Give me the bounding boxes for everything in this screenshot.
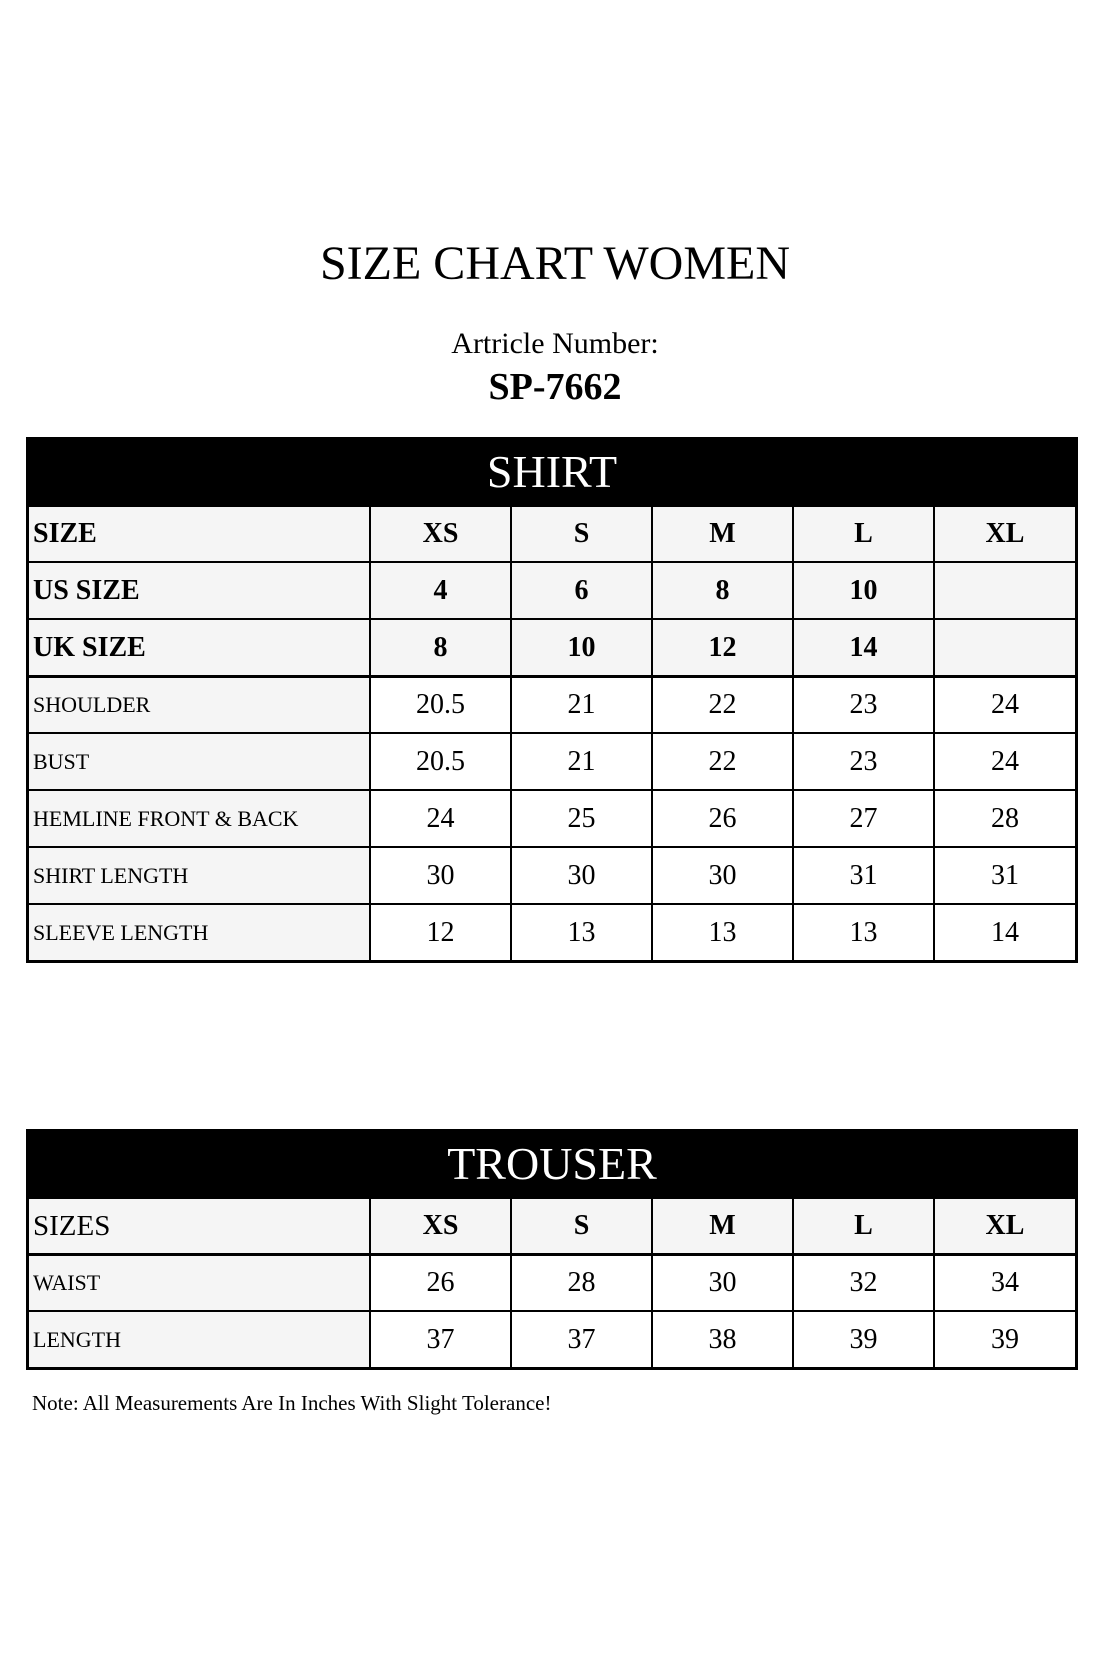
measurement-cell: 31 (792, 848, 933, 903)
row-label: US SIZE (29, 563, 369, 618)
size-cell (933, 620, 1075, 675)
shirt-size-row (29, 504, 1075, 561)
size-cell (933, 563, 1075, 618)
measurement-cell: 21 (510, 734, 651, 789)
measurement-cell: 30 (510, 848, 651, 903)
trouser-size-row (29, 1196, 1075, 1253)
shirt-table-header: SHIRT (29, 440, 1075, 504)
row-label: SIZE (29, 507, 369, 561)
measurement-cell: 30 (651, 1256, 792, 1310)
article-number: SP-7662 (488, 366, 622, 408)
measurement-cell: 12 (369, 905, 510, 960)
trouser-size-table (26, 1129, 1078, 1370)
table-row (29, 789, 1075, 846)
row-label: LENGTH (29, 1312, 369, 1367)
size-cell: 8 (651, 563, 792, 618)
table-row (29, 732, 1075, 789)
article-number-label: Artricle Number: (451, 327, 659, 360)
size-cell: XL (933, 507, 1075, 561)
measurement-cell: 13 (510, 905, 651, 960)
size-cell: M (651, 507, 792, 561)
row-label: SHOULDER (29, 678, 369, 732)
size-cell: S (510, 507, 651, 561)
page-title: SIZE CHART WOMEN (319, 237, 790, 290)
shirt-us-size-row (29, 561, 1075, 618)
size-cell: 8 (369, 620, 510, 675)
measurement-cell: 23 (792, 734, 933, 789)
size-cell: L (792, 1199, 933, 1253)
measurement-cell: 31 (933, 848, 1075, 903)
measurement-cell: 30 (651, 848, 792, 903)
measurement-cell: 26 (369, 1256, 510, 1310)
size-cell: XS (369, 1199, 510, 1253)
measurement-cell: 26 (651, 791, 792, 846)
shirt-uk-size-row (29, 618, 1075, 675)
row-label: UK SIZE (29, 620, 369, 675)
table-row (29, 1253, 1075, 1310)
measurement-cell: 13 (792, 905, 933, 960)
size-cell: 14 (792, 620, 933, 675)
measurement-cell: 14 (933, 905, 1075, 960)
measurement-cell: 20.5 (369, 678, 510, 732)
measurement-cell: 39 (792, 1312, 933, 1367)
measurement-cell: 28 (933, 791, 1075, 846)
row-label: SIZES (29, 1199, 369, 1253)
table-row (29, 846, 1075, 903)
measurement-cell: 27 (792, 791, 933, 846)
row-label: SHIRT LENGTH (29, 848, 369, 903)
size-cell: M (651, 1199, 792, 1253)
measurement-cell: 24 (369, 791, 510, 846)
size-cell: 10 (510, 620, 651, 675)
trouser-table-header: TROUSER (29, 1132, 1075, 1196)
size-cell: L (792, 507, 933, 561)
measurement-cell: 25 (510, 791, 651, 846)
size-cell: 4 (369, 563, 510, 618)
row-label: WAIST (29, 1256, 369, 1310)
size-cell: 10 (792, 563, 933, 618)
table-row (29, 675, 1075, 732)
measurement-cell: 22 (651, 678, 792, 732)
table-row (29, 903, 1075, 960)
measurement-cell: 24 (933, 678, 1075, 732)
row-label: BUST (29, 734, 369, 789)
measurement-cell: 22 (651, 734, 792, 789)
size-cell: 6 (510, 563, 651, 618)
measurement-cell: 21 (510, 678, 651, 732)
measurement-cell: 37 (369, 1312, 510, 1367)
measurement-cell: 30 (369, 848, 510, 903)
measurement-cell: 24 (933, 734, 1075, 789)
measurement-cell: 34 (933, 1256, 1075, 1310)
size-cell: XL (933, 1199, 1075, 1253)
shirt-size-table (26, 437, 1078, 963)
row-label: SLEEVE LENGTH (29, 905, 369, 960)
measurement-note: Note: All Measurements Are In Inches With Slight Tolerance! (32, 1391, 552, 1415)
measurement-cell: 32 (792, 1256, 933, 1310)
measurement-cell: 13 (651, 905, 792, 960)
measurement-cell: 39 (933, 1312, 1075, 1367)
measurement-cell: 28 (510, 1256, 651, 1310)
size-cell: 12 (651, 620, 792, 675)
table-row (29, 1310, 1075, 1367)
size-cell: XS (369, 507, 510, 561)
size-cell: S (510, 1199, 651, 1253)
measurement-cell: 23 (792, 678, 933, 732)
measurement-cell: 38 (651, 1312, 792, 1367)
row-label: HEMLINE FRONT & BACK (29, 791, 369, 846)
measurement-cell: 37 (510, 1312, 651, 1367)
measurement-cell: 20.5 (369, 734, 510, 789)
